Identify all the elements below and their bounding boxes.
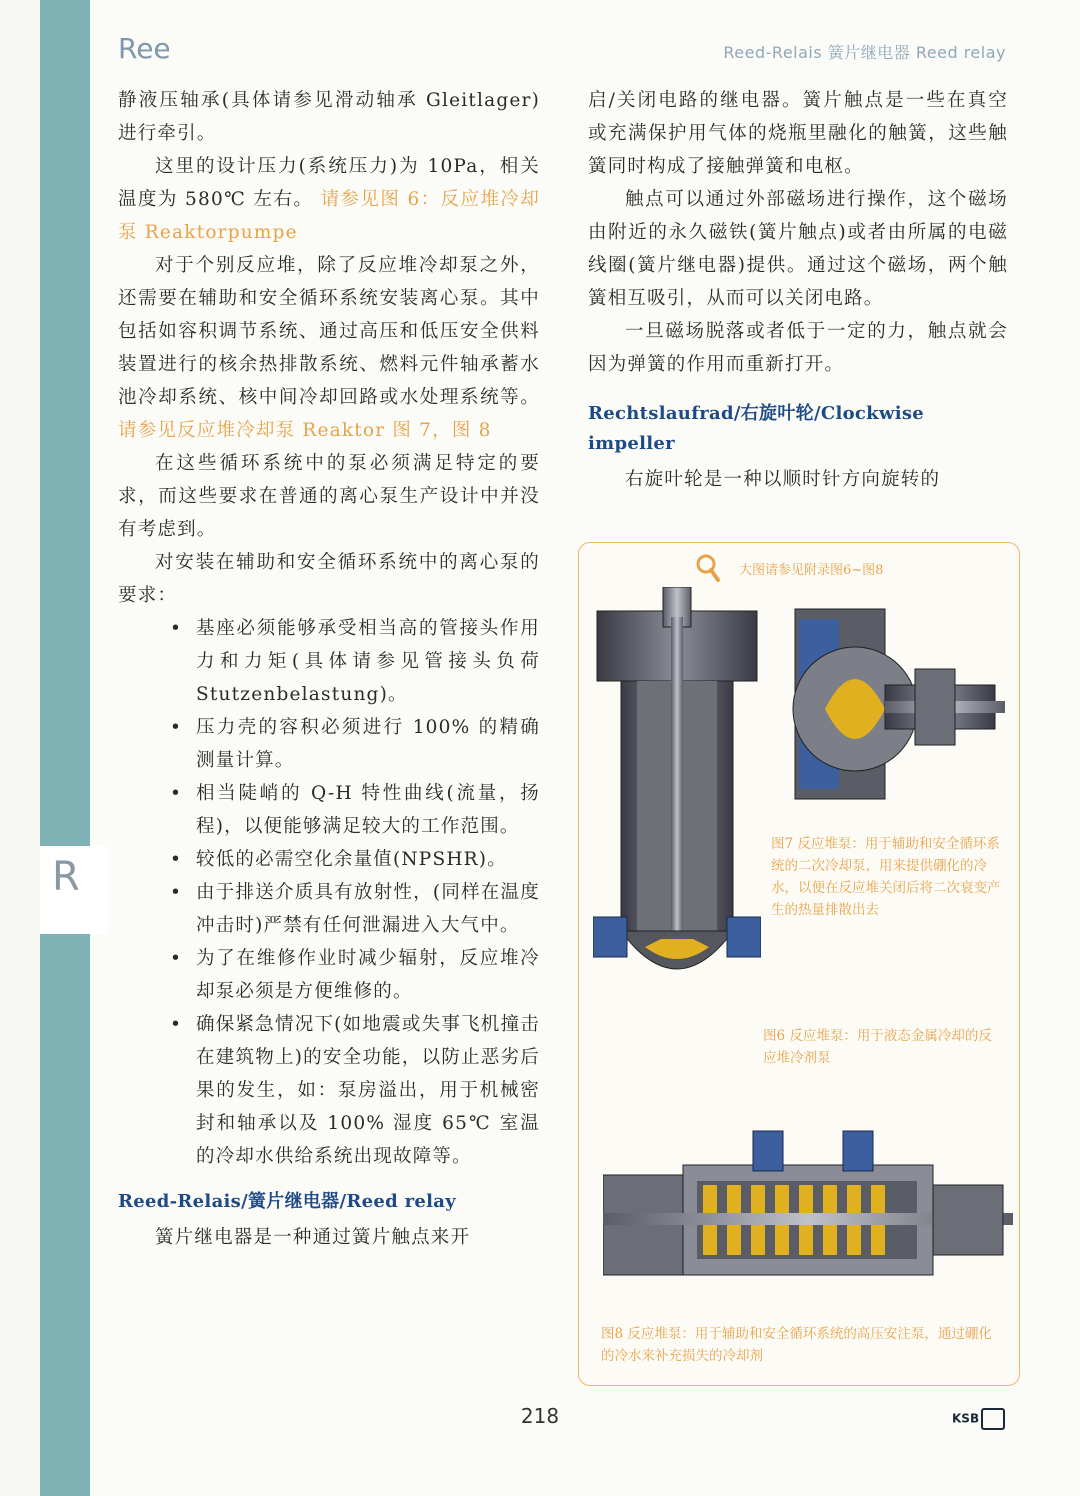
paragraph: 启/关闭电路的继电器。簧片触点是一些在真空或充满保护用气体的烧瓶里融化的触簧，这些触簧同时构成了接触弹簧和电枢。 [588, 90, 1008, 177]
list-item-text: 确保紧急情况下(如地震或失事飞机撞击在建筑物上)的安全功能，以防止恶劣后果的发生，如：泵房溢出，用于机械密封和轴承以及 100% 湿度 65℃ 室温的冷却水供给系统出现故障等。 [196, 1014, 540, 1167]
figure-8-multistage-pump-illustration [603, 1125, 1013, 1291]
paragraph-text: 对于个别反应堆，除了反应堆冷却泵之外，还需要在辅助和安全循环系统安装离心泵。其中包括如容积调节系统、通过高压和低压安全供料装置进行的核余热排散系统、燃料元件轴承蓄水池冷却系统、核中间冷却回路或水处理系统等。 [118, 255, 540, 408]
page-number: 218 [520, 1404, 560, 1428]
paragraph-text: 这里的设计压力(系统压力)为 10Pa，相关温度为 580℃ 左右。 [118, 156, 540, 210]
paragraph [118, 249, 540, 447]
bullet-icon: • [170, 849, 183, 870]
paragraph: 右旋叶轮是一种以顺时针方向旋转的 [625, 469, 941, 490]
list-item [118, 843, 540, 876]
bullet-icon: • [170, 783, 183, 804]
list-item [118, 1008, 540, 1173]
list-item [118, 612, 540, 711]
requirements-list [118, 612, 540, 1173]
paragraph: 在这些循环系统中的泵必须满足特定的要求，而这些要求在普通的离心泵生产设计中并没有考虑到。 [118, 453, 540, 540]
figure-panel [578, 542, 1020, 1386]
left-column [118, 84, 540, 1254]
figure-7-secondary-cooling-pump-illustration [785, 599, 1007, 805]
paragraph: 对安装在辅助和安全循环系统中的离心泵的要求： [118, 552, 540, 606]
figure-8-caption: 图8 反应堆泵：用于辅助和安全循环系统的高压安注泵，通过硼化的冷水来补充损失的冷却剂 [601, 1326, 992, 1364]
paragraph: 一旦磁场脱落或者低于一定的力，触点就会因为弹簧的作用而重新打开。 [588, 321, 1008, 375]
list-item [118, 777, 540, 843]
list-item-text: 由于排送介质具有放射性，(同样在温度冲击时)严禁有任何泄漏进入大气中。 [196, 882, 540, 936]
section-heading-reed-relay: Reed-Relais/簧片继电器/Reed relay [118, 1191, 456, 1212]
list-item-text: 较低的必需空化余量值(NPSHR)。 [196, 849, 507, 870]
list-item [118, 876, 540, 942]
ksb-logo-icon [981, 1408, 1005, 1430]
paragraph: 触点可以通过外部磁场进行操作，这个磁场由附近的永久磁铁(簧片触点)或者由所属的电磁线圈(簧片继电器)提供。通过这个磁场，两个触簧相互吸引，从而可以关闭电路。 [588, 189, 1008, 309]
figure-6-vertical-pump-illustration [593, 587, 761, 1003]
list-item-text: 为了在维修作业时减少辐射，反应堆冷却泵必须是方便维修的。 [196, 948, 540, 1002]
list-item [118, 942, 540, 1008]
bullet-icon: • [170, 948, 183, 969]
bullet-icon: • [170, 618, 183, 639]
cross-reference[interactable]: 请参见反应堆冷却泵 Reaktor 图 7，图 8 [118, 420, 492, 441]
running-header-short: Ree [118, 32, 171, 65]
right-column [588, 84, 1008, 496]
logo-text: KSB [952, 1411, 980, 1426]
figure-panel-note: 大图请参见附录图6~图8 [739, 563, 884, 578]
bullet-icon: • [170, 882, 183, 903]
list-item-text: 基座必须能够承受相当高的管接头作用力和力矩(具体请参见管接头负荷 Stutzenbelastung)。 [196, 618, 540, 705]
list-item-text: 相当陡峭的 Q-H 特性曲线(流量，扬程)，以便能够满足较大的工作范围。 [196, 783, 540, 837]
figure-6-caption: 图6 反应堆泵：用于液态金属冷却的反应堆冷剂泵 [763, 1028, 992, 1066]
cross-reference[interactable]: 请参见图 6：反应堆冷却泵 Reaktorpumpe [118, 189, 540, 243]
running-header-title: Reed-Relais 簧片继电器 Reed relay [723, 43, 1006, 62]
side-color-stripe [40, 0, 90, 1496]
ksb-logo [952, 1408, 1005, 1430]
paragraph: 簧片继电器是一种通过簧片触点来开 [155, 1227, 471, 1248]
figure-7-caption: 图7 反应堆泵：用于辅助和安全循环系统的二次冷却泵，用来提供硼化的冷水，以便在反应堆关闭后将二次衰变产生的热量排散出去 [771, 836, 1001, 918]
paragraph [118, 150, 540, 249]
index-tab-letter: R [52, 854, 80, 900]
list-item-text: 压力壳的容积必须进行 100% 的精确测量计算。 [196, 717, 540, 771]
list-item [118, 711, 540, 777]
section-heading-clockwise-impeller: Rechtslaufrad/右旋叶轮/Clockwise impeller [588, 403, 925, 454]
magnifier-icon [695, 553, 721, 583]
paragraph: 静液压轴承(具体请参见滑动轴承 Gleitlager)进行牵引。 [118, 90, 540, 144]
bullet-icon: • [170, 717, 183, 738]
bullet-icon: • [170, 1014, 183, 1035]
